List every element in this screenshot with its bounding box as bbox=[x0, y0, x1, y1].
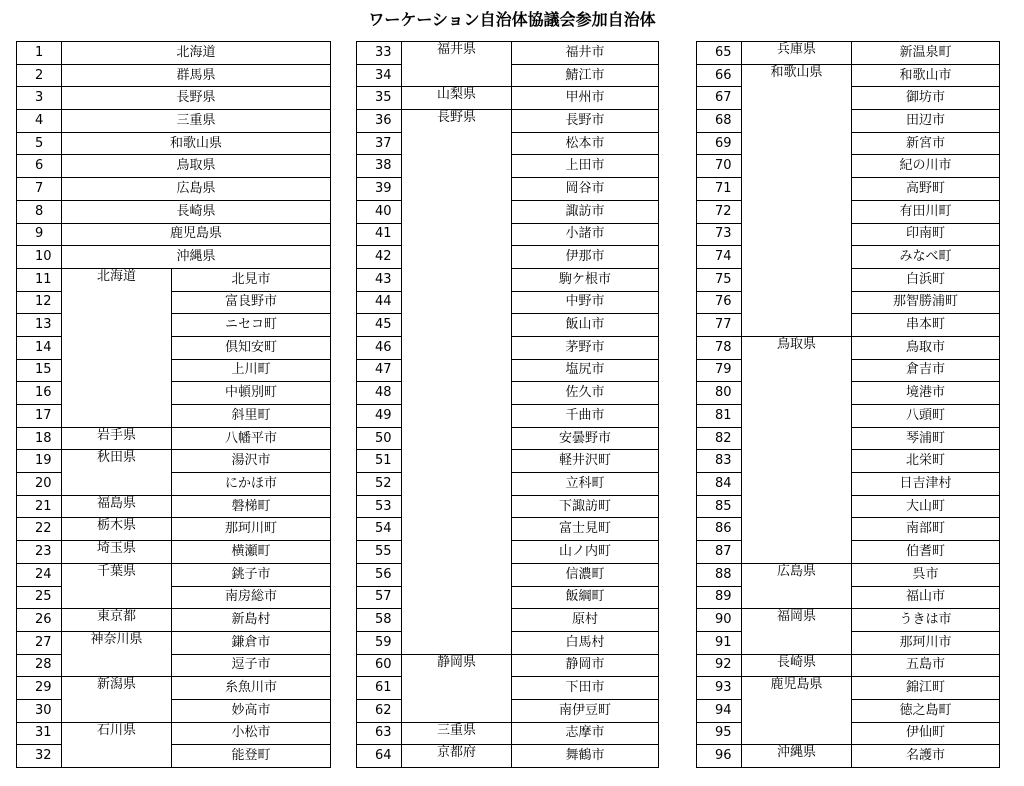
row-number: 14 bbox=[17, 336, 62, 359]
row-number: 70 bbox=[697, 155, 742, 178]
prefecture-name: 群馬県 bbox=[62, 64, 331, 87]
municipality-cell: 新宮市 bbox=[852, 132, 1000, 155]
prefecture-cell: 北海道 bbox=[62, 268, 172, 427]
municipality-cell: 安曇野市 bbox=[512, 427, 659, 450]
row-number: 51 bbox=[357, 450, 402, 473]
municipality-cell: 塩尻市 bbox=[512, 359, 659, 382]
municipality-cell: 松本市 bbox=[512, 132, 659, 155]
row-number: 3 bbox=[17, 87, 62, 110]
municipality-cell: 白馬村 bbox=[512, 631, 659, 654]
municipality-cell: 千曲市 bbox=[512, 405, 659, 428]
municipality-cell: 磐梯町 bbox=[172, 495, 331, 518]
municipality-cell: 佐久市 bbox=[512, 382, 659, 405]
table-row bbox=[17, 722, 331, 745]
row-number: 36 bbox=[357, 110, 402, 133]
municipality-cell: 銚子市 bbox=[172, 563, 331, 586]
table-row bbox=[697, 745, 1000, 768]
table-row bbox=[697, 64, 1000, 87]
row-number: 28 bbox=[17, 654, 62, 677]
row-number: 9 bbox=[17, 223, 62, 246]
row-number: 52 bbox=[357, 473, 402, 496]
table-row bbox=[357, 654, 659, 677]
row-number: 88 bbox=[697, 563, 742, 586]
municipality-cell: 甲州市 bbox=[512, 87, 659, 110]
municipality-cell: 中頓別町 bbox=[172, 382, 331, 405]
prefecture-cell: 福井県 bbox=[402, 42, 512, 87]
prefecture-cell: 岩手県 bbox=[62, 427, 172, 450]
row-number: 59 bbox=[357, 631, 402, 654]
row-number: 12 bbox=[17, 291, 62, 314]
prefecture-cell: 京都府 bbox=[402, 745, 512, 768]
municipality-cell: 高野町 bbox=[852, 178, 1000, 201]
row-number: 8 bbox=[17, 200, 62, 223]
municipality-cell: 伯耆町 bbox=[852, 541, 1000, 564]
table-row bbox=[697, 42, 1000, 65]
municipality-cell: 妙高市 bbox=[172, 699, 331, 722]
municipality-cell: 駒ケ根市 bbox=[512, 268, 659, 291]
table-row bbox=[357, 110, 659, 133]
row-number: 95 bbox=[697, 722, 742, 745]
prefecture-name: 長崎県 bbox=[62, 200, 331, 223]
row-number: 5 bbox=[17, 132, 62, 155]
prefecture-cell: 兵庫県 bbox=[742, 42, 852, 65]
table-row bbox=[357, 722, 659, 745]
prefecture-cell: 石川県 bbox=[62, 722, 172, 767]
municipality-cell: 鎌倉市 bbox=[172, 631, 331, 654]
municipality-cell: 福井市 bbox=[512, 42, 659, 65]
municipality-cell: 白浜町 bbox=[852, 268, 1000, 291]
row-number: 90 bbox=[697, 609, 742, 632]
row-number: 23 bbox=[17, 541, 62, 564]
prefecture-cell: 秋田県 bbox=[62, 450, 172, 495]
municipality-cell: 鳥取市 bbox=[852, 336, 1000, 359]
table-row bbox=[17, 246, 331, 269]
row-number: 24 bbox=[17, 563, 62, 586]
row-number: 21 bbox=[17, 495, 62, 518]
table-row bbox=[697, 563, 1000, 586]
municipality-cell: 倶知安町 bbox=[172, 336, 331, 359]
row-number: 64 bbox=[357, 745, 402, 768]
municipality-cell: 境港市 bbox=[852, 382, 1000, 405]
row-number: 62 bbox=[357, 699, 402, 722]
table-row bbox=[17, 178, 331, 201]
row-number: 67 bbox=[697, 87, 742, 110]
municipality-cell: 紀の川市 bbox=[852, 155, 1000, 178]
municipality-table-3 bbox=[696, 41, 1000, 768]
row-number: 65 bbox=[697, 42, 742, 65]
row-number: 84 bbox=[697, 473, 742, 496]
row-number: 46 bbox=[357, 336, 402, 359]
row-number: 19 bbox=[17, 450, 62, 473]
municipality-cell: ニセコ町 bbox=[172, 314, 331, 337]
table-row bbox=[17, 268, 331, 291]
table-row bbox=[17, 677, 331, 700]
municipality-cell: 五島市 bbox=[852, 654, 1000, 677]
row-number: 39 bbox=[357, 178, 402, 201]
row-number: 61 bbox=[357, 677, 402, 700]
row-number: 22 bbox=[17, 518, 62, 541]
municipality-cell: 新温泉町 bbox=[852, 42, 1000, 65]
row-number: 6 bbox=[17, 155, 62, 178]
row-number: 38 bbox=[357, 155, 402, 178]
municipality-cell: 飯山市 bbox=[512, 314, 659, 337]
row-number: 85 bbox=[697, 495, 742, 518]
municipality-cell: 串本町 bbox=[852, 314, 1000, 337]
table-row bbox=[17, 609, 331, 632]
municipality-cell: 印南町 bbox=[852, 223, 1000, 246]
row-number: 15 bbox=[17, 359, 62, 382]
municipality-cell: 信濃町 bbox=[512, 563, 659, 586]
row-number: 79 bbox=[697, 359, 742, 382]
municipality-cell: 那珂川町 bbox=[172, 518, 331, 541]
prefecture-name: 鳥取県 bbox=[62, 155, 331, 178]
prefecture-cell: 長崎県 bbox=[742, 654, 852, 677]
table-row bbox=[697, 654, 1000, 677]
table-row bbox=[697, 336, 1000, 359]
municipality-cell: 原村 bbox=[512, 609, 659, 632]
table-row bbox=[697, 609, 1000, 632]
prefecture-cell: 福島県 bbox=[62, 495, 172, 518]
table-row bbox=[697, 677, 1000, 700]
row-number: 27 bbox=[17, 631, 62, 654]
row-number: 48 bbox=[357, 382, 402, 405]
municipality-cell: 徳之島町 bbox=[852, 699, 1000, 722]
row-number: 71 bbox=[697, 178, 742, 201]
municipality-cell: 新島村 bbox=[172, 609, 331, 632]
municipality-cell: 静岡市 bbox=[512, 654, 659, 677]
row-number: 42 bbox=[357, 246, 402, 269]
row-number: 43 bbox=[357, 268, 402, 291]
municipality-cell: うきは市 bbox=[852, 609, 1000, 632]
municipality-cell: 北見市 bbox=[172, 268, 331, 291]
municipality-cell: 湯沢市 bbox=[172, 450, 331, 473]
prefecture-name: 鹿児島県 bbox=[62, 223, 331, 246]
table-row bbox=[17, 450, 331, 473]
prefecture-name: 和歌山県 bbox=[62, 132, 331, 155]
municipality-cell: 斜里町 bbox=[172, 405, 331, 428]
row-number: 58 bbox=[357, 609, 402, 632]
row-number: 57 bbox=[357, 586, 402, 609]
row-number: 49 bbox=[357, 405, 402, 428]
row-number: 94 bbox=[697, 699, 742, 722]
row-number: 74 bbox=[697, 246, 742, 269]
table-row bbox=[17, 223, 331, 246]
table-row bbox=[17, 495, 331, 518]
municipality-cell: 伊那市 bbox=[512, 246, 659, 269]
row-number: 80 bbox=[697, 382, 742, 405]
municipality-cell: 有田川町 bbox=[852, 200, 1000, 223]
row-number: 30 bbox=[17, 699, 62, 722]
table-row bbox=[17, 427, 331, 450]
municipality-table-1 bbox=[16, 41, 331, 768]
row-number: 25 bbox=[17, 586, 62, 609]
row-number: 76 bbox=[697, 291, 742, 314]
row-number: 53 bbox=[357, 495, 402, 518]
prefecture-cell: 福岡県 bbox=[742, 609, 852, 654]
municipality-cell: 鯖江市 bbox=[512, 64, 659, 87]
prefecture-name: 沖縄県 bbox=[62, 246, 331, 269]
table-row bbox=[17, 541, 331, 564]
row-number: 20 bbox=[17, 473, 62, 496]
prefecture-cell: 長野県 bbox=[402, 110, 512, 655]
municipality-cell: 中野市 bbox=[512, 291, 659, 314]
prefecture-cell: 新潟県 bbox=[62, 677, 172, 722]
prefecture-cell: 鹿児島県 bbox=[742, 677, 852, 745]
municipality-cell: 御坊市 bbox=[852, 87, 1000, 110]
row-number: 91 bbox=[697, 631, 742, 654]
prefecture-cell: 広島県 bbox=[742, 563, 852, 608]
prefecture-name: 長野県 bbox=[62, 87, 331, 110]
row-number: 82 bbox=[697, 427, 742, 450]
row-number: 7 bbox=[17, 178, 62, 201]
row-number: 11 bbox=[17, 268, 62, 291]
row-number: 17 bbox=[17, 405, 62, 428]
table-row bbox=[17, 132, 331, 155]
row-number: 66 bbox=[697, 64, 742, 87]
row-number: 50 bbox=[357, 427, 402, 450]
municipality-cell: 那智勝浦町 bbox=[852, 291, 1000, 314]
row-number: 78 bbox=[697, 336, 742, 359]
municipality-cell: 呉市 bbox=[852, 563, 1000, 586]
row-number: 63 bbox=[357, 722, 402, 745]
row-number: 69 bbox=[697, 132, 742, 155]
municipality-cell: 八頭町 bbox=[852, 405, 1000, 428]
table-row bbox=[357, 87, 659, 110]
table-row bbox=[17, 631, 331, 654]
table-row bbox=[17, 518, 331, 541]
row-number: 29 bbox=[17, 677, 62, 700]
municipality-cell: 舞鶴市 bbox=[512, 745, 659, 768]
row-number: 32 bbox=[17, 745, 62, 768]
row-number: 18 bbox=[17, 427, 62, 450]
table-row bbox=[357, 42, 659, 65]
municipality-cell: にかほ市 bbox=[172, 473, 331, 496]
row-number: 96 bbox=[697, 745, 742, 768]
municipality-cell: 南部町 bbox=[852, 518, 1000, 541]
municipality-cell: 上川町 bbox=[172, 359, 331, 382]
municipality-cell: 下田市 bbox=[512, 677, 659, 700]
municipality-cell: 糸魚川市 bbox=[172, 677, 331, 700]
prefecture-cell: 沖縄県 bbox=[742, 745, 852, 768]
row-number: 47 bbox=[357, 359, 402, 382]
municipality-cell: 富士見町 bbox=[512, 518, 659, 541]
prefecture-name: 北海道 bbox=[62, 42, 331, 65]
row-number: 54 bbox=[357, 518, 402, 541]
row-number: 31 bbox=[17, 722, 62, 745]
table-row bbox=[17, 87, 331, 110]
municipality-cell: 日吉津村 bbox=[852, 473, 1000, 496]
table-row bbox=[357, 745, 659, 768]
municipality-cell: 小諸市 bbox=[512, 223, 659, 246]
row-number: 13 bbox=[17, 314, 62, 337]
municipality-table-2 bbox=[356, 41, 659, 768]
row-number: 92 bbox=[697, 654, 742, 677]
municipality-cell: 下諏訪町 bbox=[512, 495, 659, 518]
municipality-cell: 錦江町 bbox=[852, 677, 1000, 700]
row-number: 34 bbox=[357, 64, 402, 87]
municipality-cell: 諏訪市 bbox=[512, 200, 659, 223]
row-number: 40 bbox=[357, 200, 402, 223]
municipality-cell: 茅野市 bbox=[512, 336, 659, 359]
municipality-cell: 那珂川市 bbox=[852, 631, 1000, 654]
row-number: 89 bbox=[697, 586, 742, 609]
row-number: 83 bbox=[697, 450, 742, 473]
prefecture-cell: 埼玉県 bbox=[62, 541, 172, 564]
row-number: 26 bbox=[17, 609, 62, 632]
municipality-cell: みなべ町 bbox=[852, 246, 1000, 269]
municipality-cell: 立科町 bbox=[512, 473, 659, 496]
municipality-cell: 軽井沢町 bbox=[512, 450, 659, 473]
municipality-cell: 琴浦町 bbox=[852, 427, 1000, 450]
table-row bbox=[17, 563, 331, 586]
row-number: 41 bbox=[357, 223, 402, 246]
municipality-cell: 上田市 bbox=[512, 155, 659, 178]
row-number: 93 bbox=[697, 677, 742, 700]
row-number: 10 bbox=[17, 246, 62, 269]
prefecture-cell: 千葉県 bbox=[62, 563, 172, 608]
table-row bbox=[17, 110, 331, 133]
municipality-cell: 能登町 bbox=[172, 745, 331, 768]
row-number: 44 bbox=[357, 291, 402, 314]
municipality-cell: 南伊豆町 bbox=[512, 699, 659, 722]
row-number: 73 bbox=[697, 223, 742, 246]
prefecture-cell: 山梨県 bbox=[402, 87, 512, 110]
row-number: 45 bbox=[357, 314, 402, 337]
municipality-cell: 和歌山市 bbox=[852, 64, 1000, 87]
municipality-cell: 田辺市 bbox=[852, 110, 1000, 133]
row-number: 55 bbox=[357, 541, 402, 564]
table-row bbox=[17, 64, 331, 87]
municipality-cell: 長野市 bbox=[512, 110, 659, 133]
table-row bbox=[17, 42, 331, 65]
municipality-cell: 飯綱町 bbox=[512, 586, 659, 609]
municipality-cell: 逗子市 bbox=[172, 654, 331, 677]
table-row bbox=[17, 155, 331, 178]
municipality-cell: 志摩市 bbox=[512, 722, 659, 745]
row-number: 87 bbox=[697, 541, 742, 564]
municipality-cell: 岡谷市 bbox=[512, 178, 659, 201]
municipality-cell: 八幡平市 bbox=[172, 427, 331, 450]
municipality-cell: 富良野市 bbox=[172, 291, 331, 314]
prefecture-cell: 栃木県 bbox=[62, 518, 172, 541]
row-number: 68 bbox=[697, 110, 742, 133]
municipality-cell: 横瀬町 bbox=[172, 541, 331, 564]
row-number: 60 bbox=[357, 654, 402, 677]
prefecture-cell: 和歌山県 bbox=[742, 64, 852, 336]
municipality-cell: 伊仙町 bbox=[852, 722, 1000, 745]
municipality-cell: 大山町 bbox=[852, 495, 1000, 518]
municipality-cell: 南房総市 bbox=[172, 586, 331, 609]
row-number: 86 bbox=[697, 518, 742, 541]
table-row bbox=[17, 200, 331, 223]
row-number: 81 bbox=[697, 405, 742, 428]
prefecture-cell: 神奈川県 bbox=[62, 631, 172, 676]
row-number: 33 bbox=[357, 42, 402, 65]
municipality-cell: 小松市 bbox=[172, 722, 331, 745]
prefecture-cell: 三重県 bbox=[402, 722, 512, 745]
prefecture-name: 広島県 bbox=[62, 178, 331, 201]
municipality-cell: 倉吉市 bbox=[852, 359, 1000, 382]
prefecture-cell: 東京都 bbox=[62, 609, 172, 632]
municipality-cell: 北栄町 bbox=[852, 450, 1000, 473]
municipality-cell: 福山市 bbox=[852, 586, 1000, 609]
row-number: 16 bbox=[17, 382, 62, 405]
municipality-cell: 山ノ内町 bbox=[512, 541, 659, 564]
row-number: 4 bbox=[17, 110, 62, 133]
row-number: 1 bbox=[17, 42, 62, 65]
row-number: 72 bbox=[697, 200, 742, 223]
row-number: 77 bbox=[697, 314, 742, 337]
row-number: 75 bbox=[697, 268, 742, 291]
municipality-cell: 名護市 bbox=[852, 745, 1000, 768]
prefecture-cell: 静岡県 bbox=[402, 654, 512, 722]
row-number: 35 bbox=[357, 87, 402, 110]
row-number: 56 bbox=[357, 563, 402, 586]
row-number: 2 bbox=[17, 64, 62, 87]
prefecture-name: 三重県 bbox=[62, 110, 331, 133]
prefecture-cell: 鳥取県 bbox=[742, 336, 852, 563]
row-number: 37 bbox=[357, 132, 402, 155]
page-title: ワーケーション自治体協議会参加自治体 bbox=[368, 10, 656, 29]
